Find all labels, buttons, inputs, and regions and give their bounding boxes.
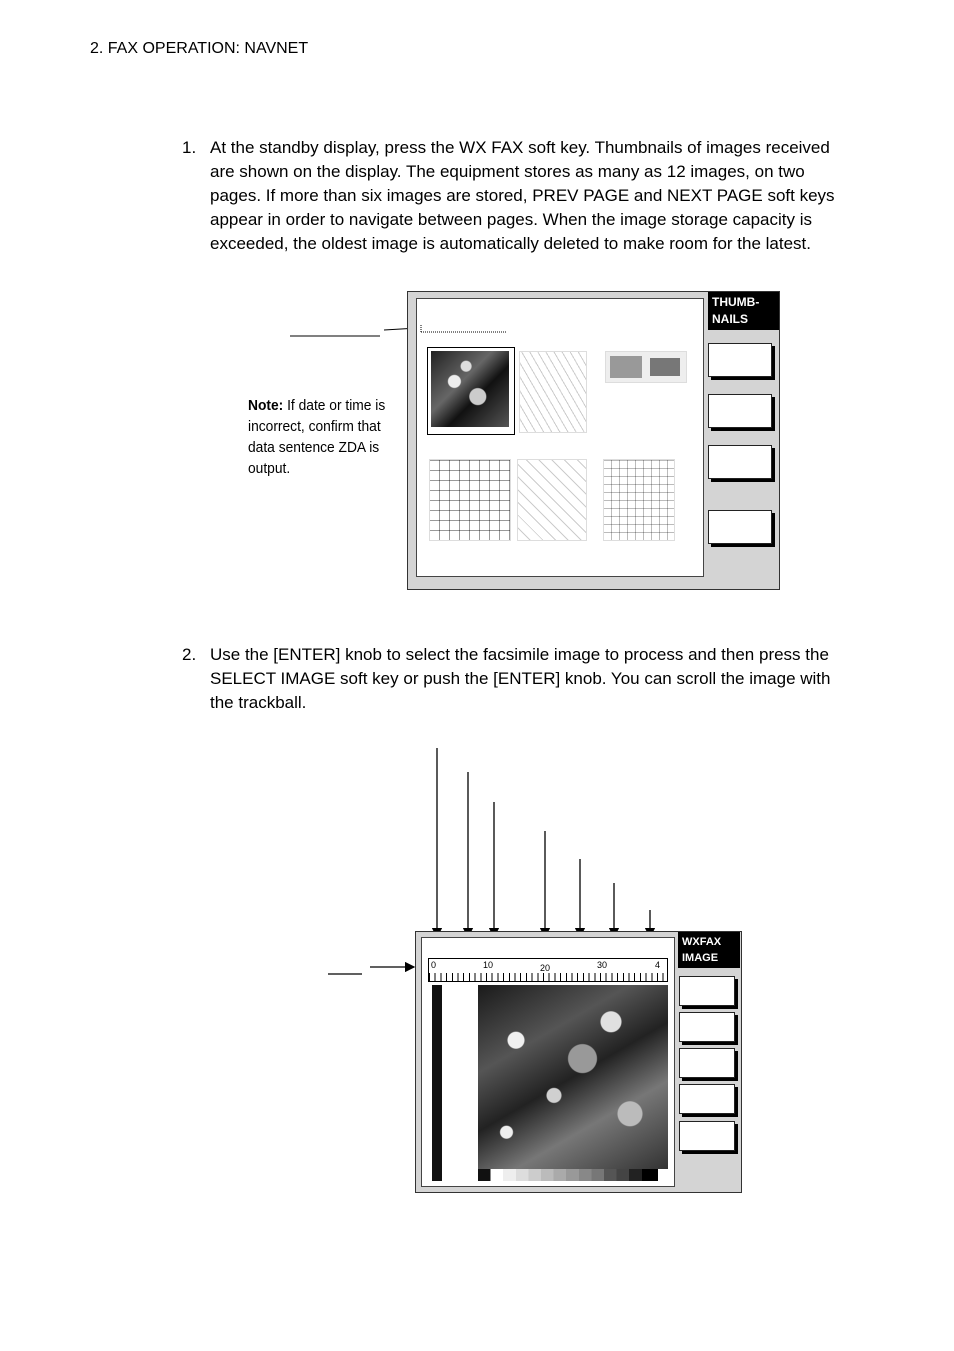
scale-label-30: 30 — [597, 960, 608, 970]
thumbnail-4[interactable] — [429, 459, 511, 541]
thumbnail-5[interactable] — [517, 459, 587, 541]
scale-label-4: 4 — [655, 960, 661, 970]
step-text: Use the [ENTER] knob to select the facsimile image to process and then press the SELECT IMAGE soft key or push the [ENTER] knob. You can scroll the image with the trackball. — [210, 645, 831, 712]
grayscale-bar — [478, 1169, 658, 1181]
softkey-3[interactable] — [679, 1048, 735, 1078]
scale-label-0: 0 — [431, 960, 437, 970]
softkey-2[interactable] — [679, 1012, 735, 1042]
step-number: 2. — [182, 645, 197, 664]
note-text — [248, 395, 386, 479]
thumbnail-1[interactable] — [427, 347, 515, 435]
softkey-title: THUMB- NAILS — [708, 292, 779, 330]
thumbnail-display — [416, 298, 704, 577]
thumbnail-3[interactable] — [605, 351, 687, 383]
wxfax-image-screen — [415, 931, 742, 1193]
page-header: 2. FAX OPERATION: NAVNET — [90, 40, 309, 57]
step-number: 1. — [182, 138, 197, 157]
scale-label-20: 20 — [540, 963, 551, 973]
softkey-title: WXFAX IMAGE — [678, 932, 740, 968]
thumbnail-6[interactable] — [603, 459, 675, 541]
softkey-1[interactable] — [679, 976, 735, 1006]
thumbnail-2[interactable] — [519, 351, 587, 433]
softkey-4[interactable] — [708, 510, 772, 544]
fax-display — [421, 937, 675, 1187]
step-text: At the standby display, press the WX FAX soft key. Thumbnails of images received are shown on the display. The equipment stores as many as 12 images, on two pages. If more than six images are stored, PREV PAGE and NEXT PAGE soft keys appear in order to navigate between pages. When the image storage capacity is exceeded, the oldest image is automatically deleted to make room for the latest. — [210, 138, 835, 253]
softkey-3[interactable] — [708, 445, 772, 479]
left-strip — [432, 985, 442, 1181]
softkey-1[interactable] — [708, 343, 772, 377]
fax-image[interactable] — [478, 985, 668, 1169]
softkey-5[interactable] — [679, 1121, 735, 1151]
note-body: If date or time is incorrect, confirm that data sentence ZDA is output. — [248, 397, 386, 477]
scale-bar — [428, 958, 668, 982]
softkey-4[interactable] — [679, 1084, 735, 1114]
softkey-2[interactable] — [708, 394, 772, 428]
note-label: Note: — [248, 397, 284, 414]
scale-label-10: 10 — [483, 960, 494, 970]
thumbnails-screen — [407, 291, 780, 590]
